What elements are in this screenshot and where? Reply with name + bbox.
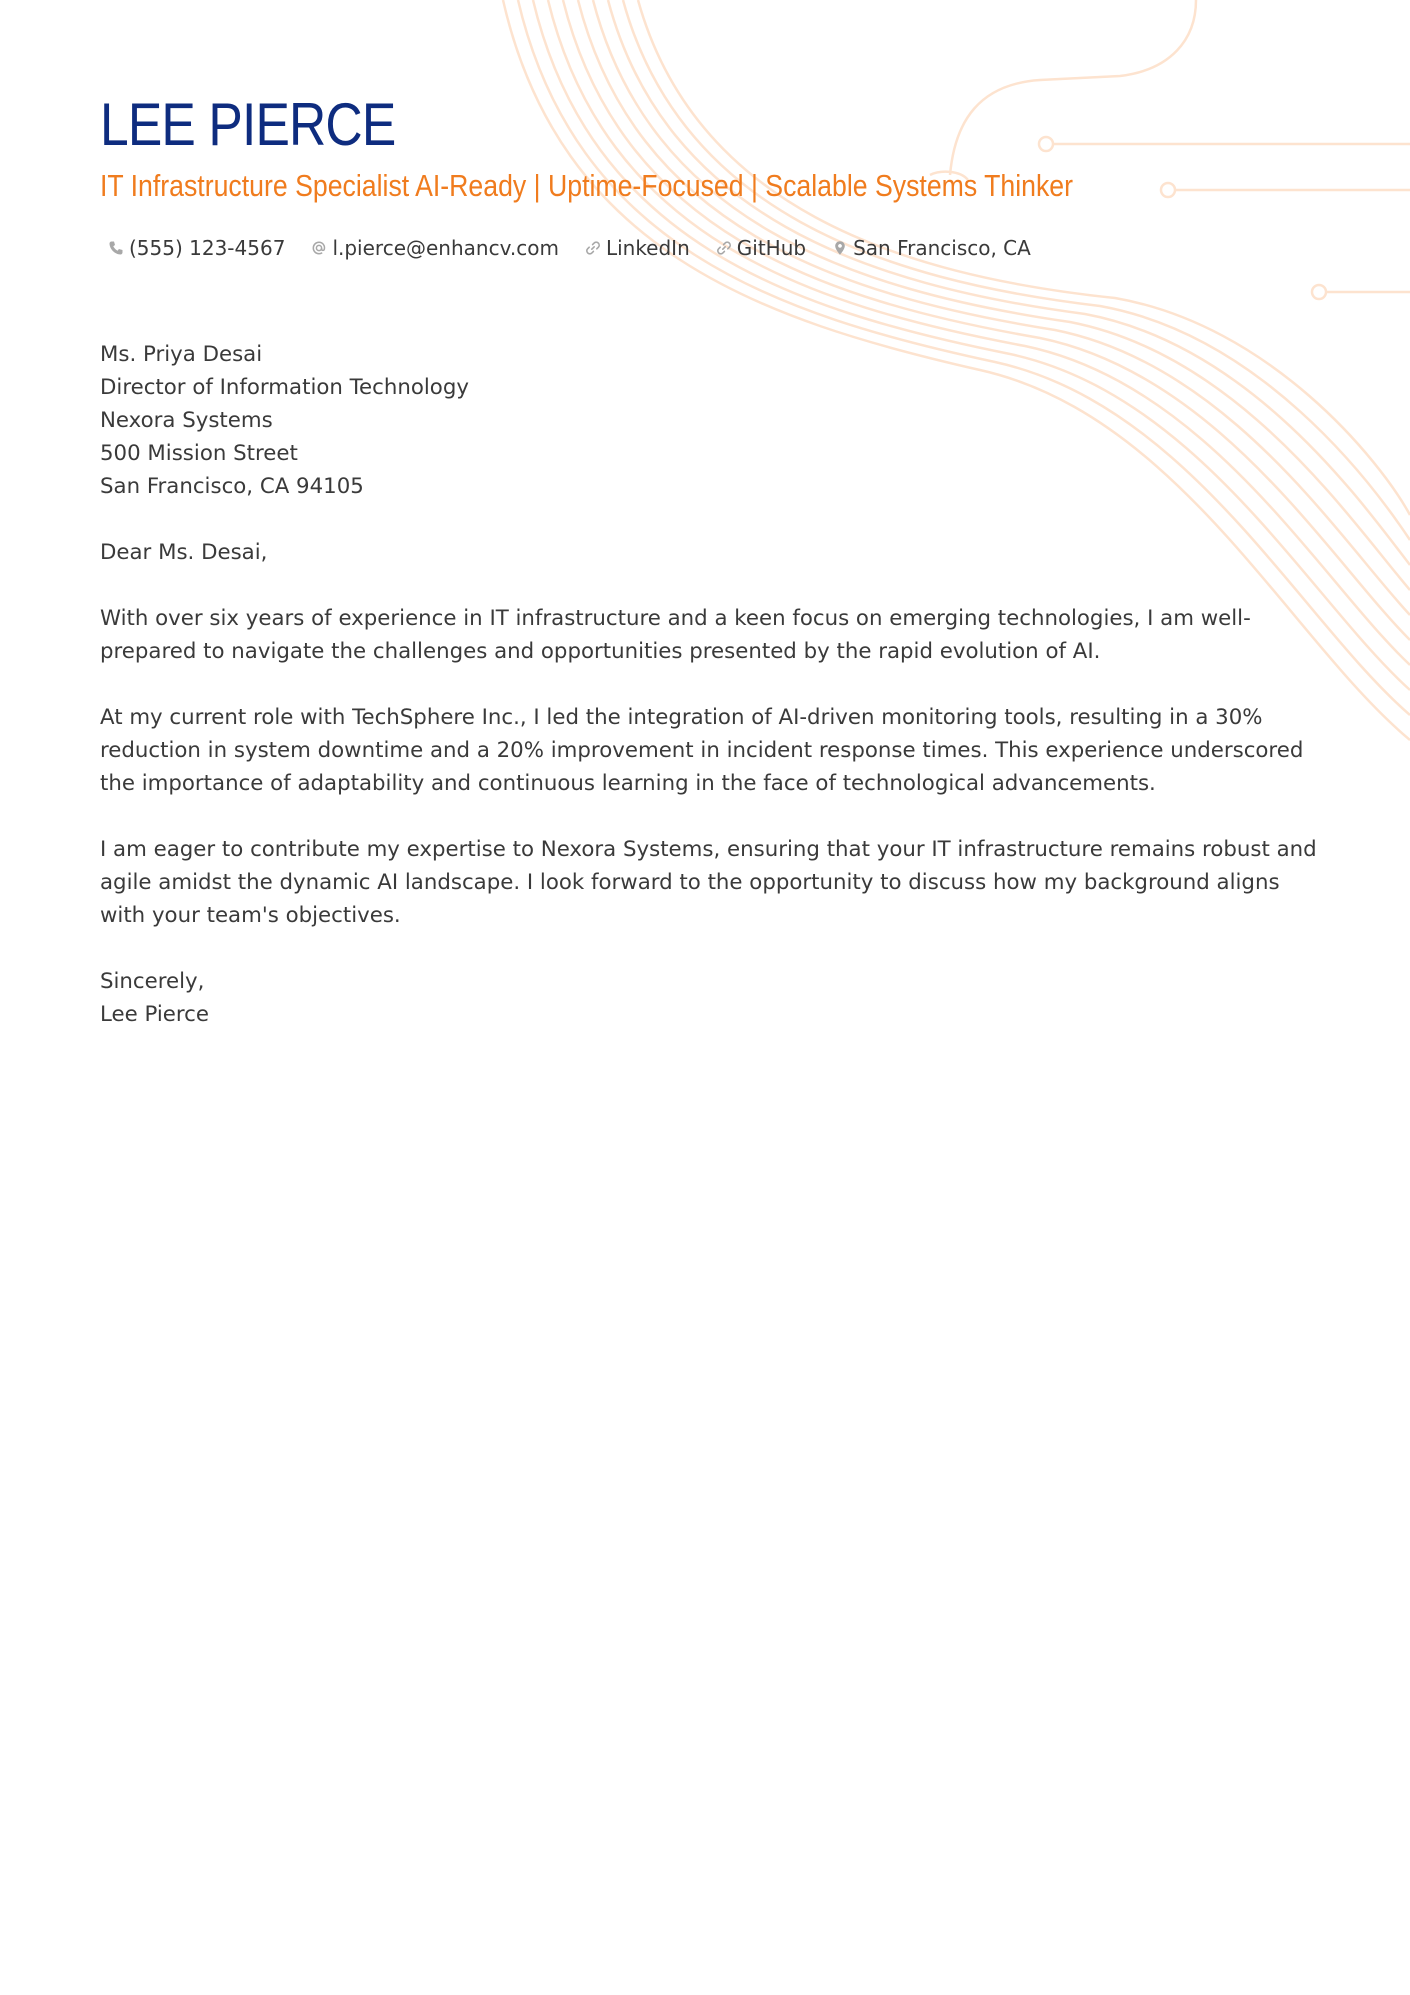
link-icon (585, 240, 601, 256)
recipient-street: 500 Mission Street (100, 441, 298, 466)
contact-location (832, 233, 1031, 263)
signature: Lee Pierce (100, 1002, 209, 1027)
contact-email[interactable] (311, 233, 559, 263)
letter-body (100, 338, 1320, 1064)
recipient-name: Ms. Priya Desai (100, 342, 263, 367)
closing: Sincerely, (100, 969, 205, 994)
letter-paragraph: With over six years of experience in IT infrastructure and a keen focus on emerging technologies, I am well-prepared to navigate the challenges and opportunities presented by the rapid evolution of AI. (100, 606, 1251, 664)
recipient-city: San Francisco, CA 94105 (100, 474, 364, 499)
contact-email-text: l.pierce@enhancv.com (332, 236, 559, 260)
contact-linkedin-text: LinkedIn (605, 236, 690, 260)
phone-icon (108, 240, 124, 256)
at-icon (311, 240, 327, 256)
letter-paragraph: I am eager to contribute my expertise to Nexora Systems, ensuring that your IT infrastructure remains robust and agile amidst the dynamic AI landscape. I look forward to the opportunity to discuss how my background aligns with your team's objectives. (100, 837, 1317, 928)
recipient-title: Director of Information Technology (100, 375, 469, 400)
contact-github-text: GitHub (736, 236, 807, 260)
contact-bar (108, 233, 1057, 263)
contact-github[interactable] (716, 233, 806, 263)
salutation: Dear Ms. Desai, (100, 540, 268, 565)
recipient-company: Nexora Systems (100, 408, 273, 433)
applicant-headline: IT Infrastructure Specialist AI-Ready | Uptime-Focused | Scalable Systems Thinker (100, 168, 1074, 203)
location-pin-icon (832, 240, 848, 256)
letter-paragraph: At my current role with TechSphere Inc., I led the integration of AI-driven monitoring tools, resulting in a 30% reduction in system downtime and a 20% improvement in incident response times. This experience underscored the importance of adaptability and continuous learning in the face of technological advancements. (100, 705, 1304, 796)
contact-phone[interactable] (108, 233, 285, 263)
applicant-name: LEE PIERCE (100, 91, 396, 158)
contact-phone-text: (555) 123-4567 (129, 236, 286, 260)
contact-linkedin[interactable] (585, 233, 690, 263)
contact-location-text: San Francisco, CA (853, 236, 1031, 260)
link-icon (716, 240, 732, 256)
recipient-address (100, 338, 1320, 503)
letter-closing (100, 965, 1320, 1031)
